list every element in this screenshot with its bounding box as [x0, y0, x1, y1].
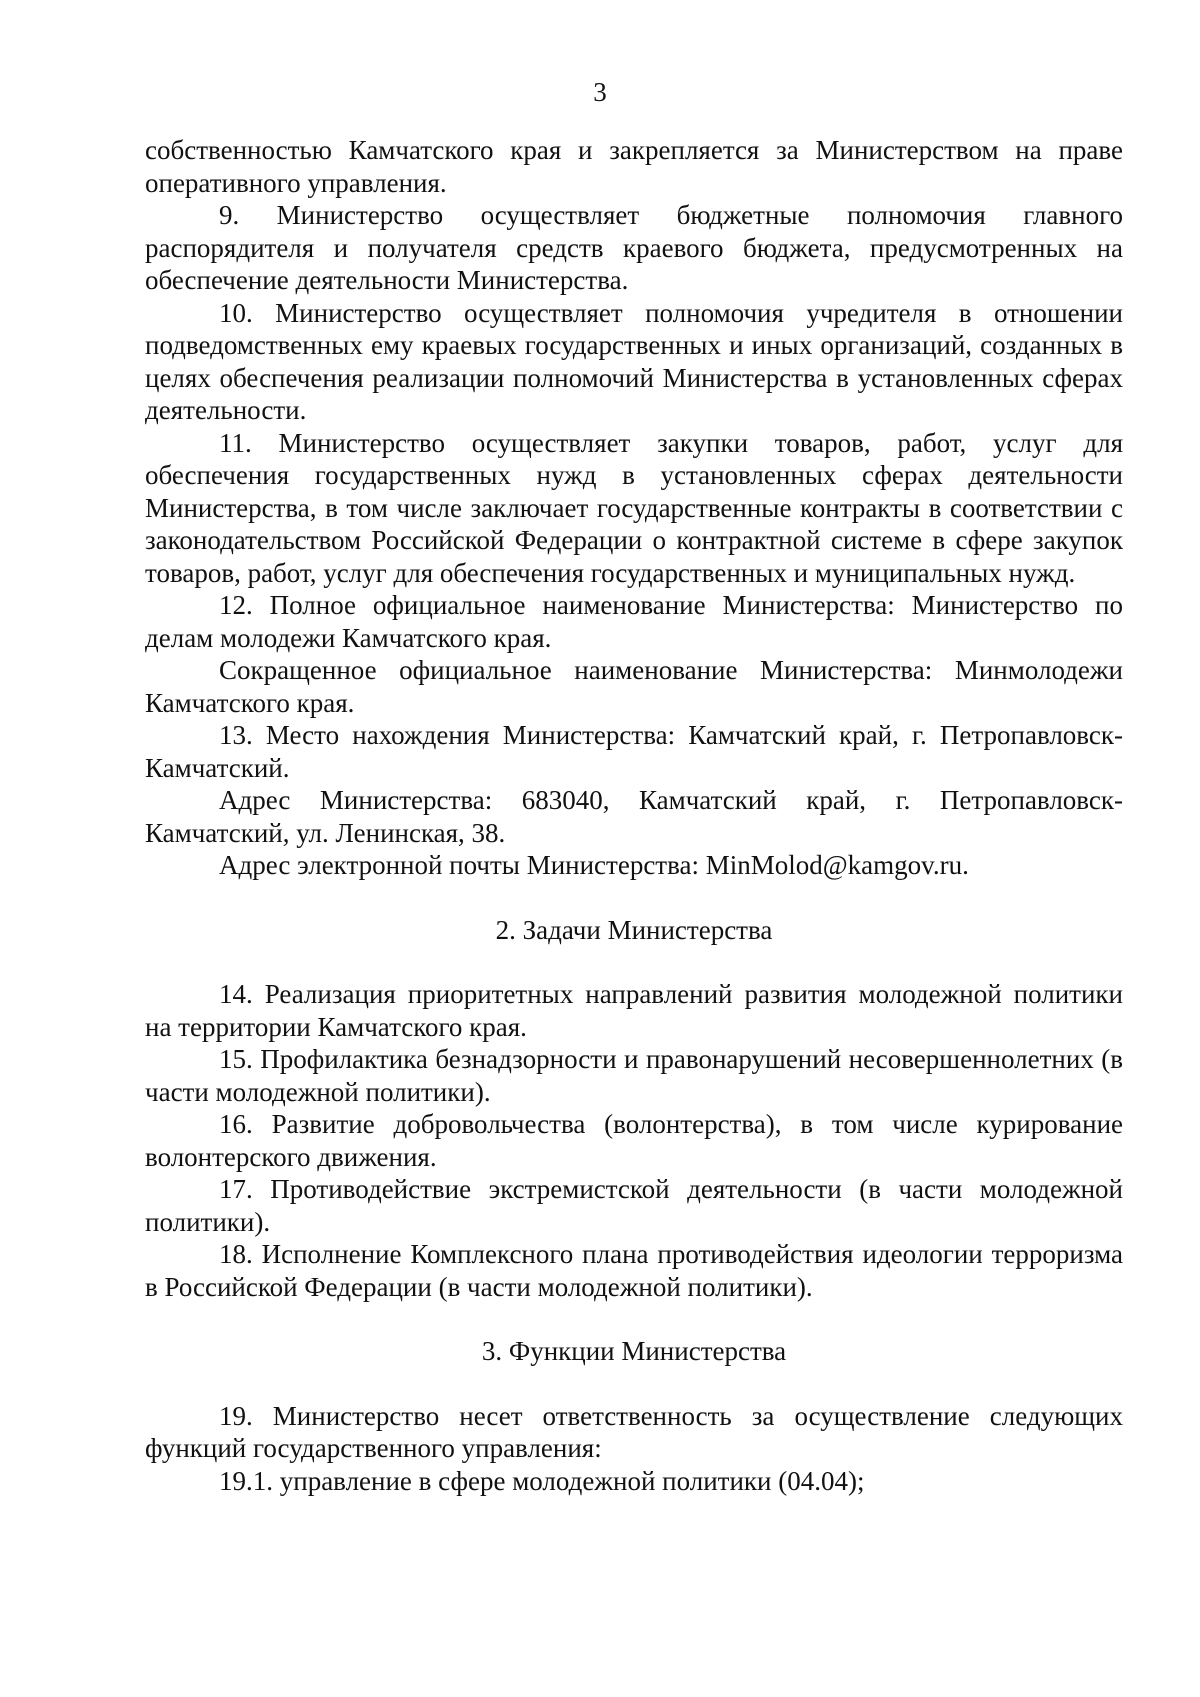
paragraph-12: 12. Полное официальное наименование Министерства: Министерство по делам молодежи Камчатского края. [145, 590, 1123, 653]
paragraph-16: 16. Развитие добровольчества (волонтерства), в том числе курирование волонтерского движения. [145, 1109, 1123, 1172]
paragraph-14: 14. Реализация приоритетных направлений развития молодежной политики на территории Камчатского края. [145, 979, 1123, 1042]
paragraph-11: 11. Министерство осуществляет закупки товаров, работ, услуг для обеспечения государственных нужд в установленных сферах деятельности Министерства, в том числе заключает государственные контракты в соответствии с законодательством Российской Федерации о контрактной системе в сфере закупок товаров, работ, услуг для обеспечения государственных и муниципальных нужд. [145, 427, 1123, 588]
paragraph-email: Адрес электронной почты Министерства: MinMolod@kamgov.ru. [219, 850, 969, 880]
paragraph-19: 19. Министерство несет ответственность за осуществление следующих функций государственного управления: [145, 1400, 1123, 1463]
paragraph-short-name: Сокращенное официальное наименование Министерства: Минмолодежи Камчатского края. [145, 655, 1123, 718]
paragraph-18: 18. Исполнение Комплексного плана противодействия идеологии терроризма в Российской Федерации (в части молодежной политики). [145, 1239, 1123, 1302]
section-heading-tasks: 2. Задачи Министерства [495, 914, 773, 945]
paragraph-17: 17. Противодействие экстремистской деятельности (в части молодежной политики). [145, 1174, 1123, 1237]
paragraph-19-1: 19.1. управление в сфере молодежной политики (04.04); [219, 1465, 865, 1496]
document-body [145, 134, 1123, 1497]
paragraph-10: 10. Министерство осуществляет полномочия учредителя в отношении подведомственных ему краевых государственных и иных организаций, созданных в целях обеспечения реализации полномочий Министерства в установленных сферах деятельности. [145, 297, 1123, 425]
paragraph-address: Адрес Министерства: 683040, Камчатский край, г. Петропавловск-Камчатский, ул. Ленинская, 38. [145, 785, 1123, 848]
page-number: 3 [593, 77, 607, 107]
paragraph-13: 13. Место нахождения Министерства: Камчатский край, г. Петропавловск-Камчатский. [145, 720, 1123, 783]
paragraph-15: 15. Профилактика безнадзорности и правонарушений несовершеннолетних (в части молодежной политики). [145, 1044, 1123, 1107]
paragraph-9: 9. Министерство осуществляет бюджетные полномочия главного распорядителя и получателя средств краевого бюджета, предусмотренных на обеспечение деятельности Министерства. [145, 200, 1123, 295]
section-heading-functions: 3. Функции Министерства [481, 1336, 787, 1366]
paragraph-continuation: собственностью Камчатского края и закрепляется за Министерством на праве оперативного управления. [145, 135, 1123, 198]
